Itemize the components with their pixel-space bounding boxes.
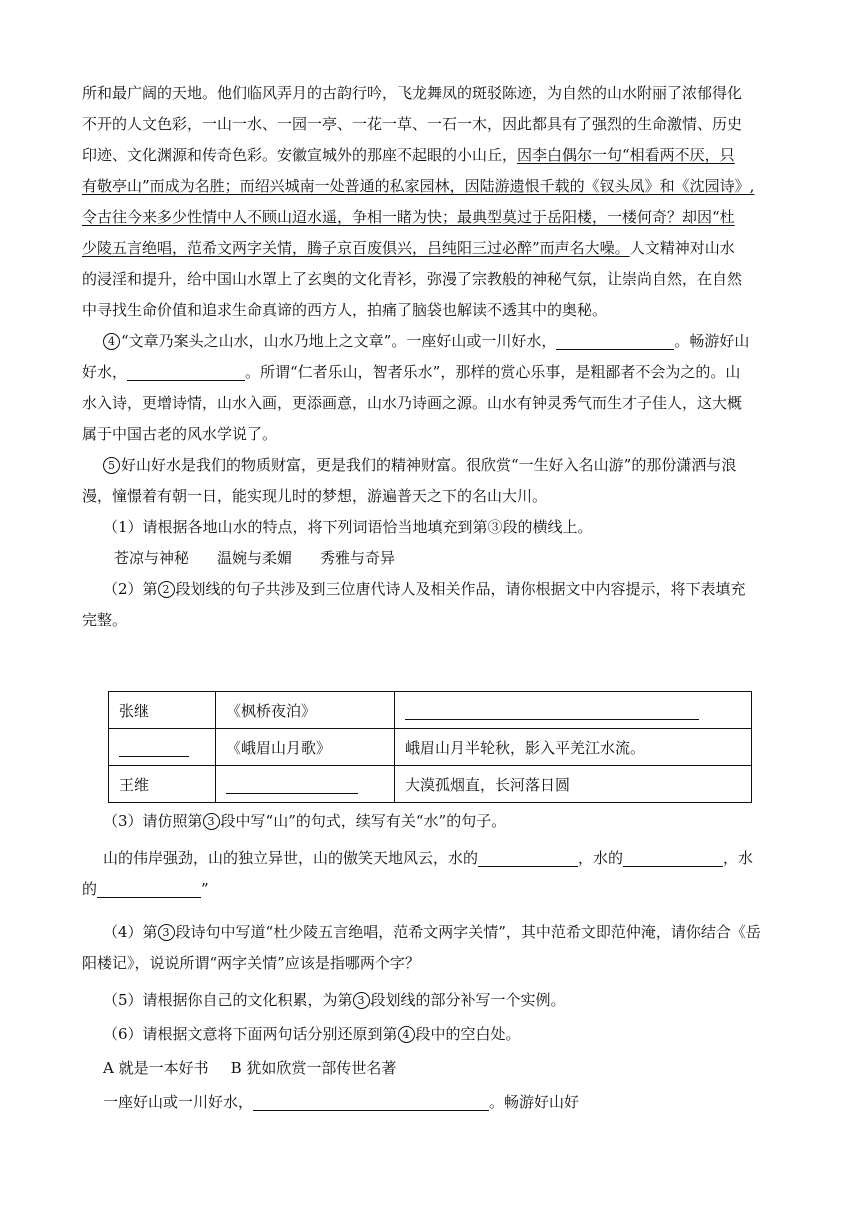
word-options <box>82 543 778 574</box>
q6-text: （6）请根据文意将下面两句话分别还原到第 <box>103 1025 398 1043</box>
answer-blank[interactable] <box>226 775 358 794</box>
q6-prompt <box>82 1087 782 1118</box>
answer-blank[interactable] <box>97 879 201 898</box>
p4-text: “文章乃案头之山水，山水乃地上之文章”。一座好山或一川好水， <box>121 332 557 350</box>
word-option: 秀雅与奇异 <box>320 549 396 567</box>
line-cell: 大漠孤烟直，长河落日圆 <box>395 766 752 803</box>
work-cell <box>216 766 395 803</box>
q6-text: 。畅游好山好 <box>489 1093 580 1111</box>
q3-text: 的 <box>82 880 98 898</box>
q3-text: ，水的 <box>578 849 624 867</box>
question-4 <box>82 917 782 948</box>
answer-blank[interactable] <box>623 848 723 867</box>
line-cell <box>395 692 752 729</box>
question-3 <box>82 806 782 837</box>
word-option: 苍凉与神秘 <box>114 549 190 567</box>
paragraph-number: 3 <box>353 992 370 1009</box>
question-5 <box>82 985 782 1016</box>
p3-line-8: 中寻找生命价值和追求生命真谛的西方人，拍痛了脑袋也解读不透其中的奥秘。 <box>82 301 608 319</box>
table-row <box>109 729 752 766</box>
p4-line-2 <box>82 357 778 388</box>
p3-line-2: 不开的人文色彩，一山一水、一园一亭、一花一草、一石一木，因此都具有了强烈的生命激情、历史 <box>82 115 743 133</box>
question-2 <box>82 574 778 605</box>
answer-blank[interactable] <box>119 738 189 757</box>
answer-blank[interactable] <box>405 701 699 720</box>
q6-options <box>82 1053 782 1084</box>
poet-cell: 王维 <box>109 766 216 803</box>
answer-blank[interactable] <box>478 848 578 867</box>
table-row <box>109 766 752 803</box>
p3-line-7: 的浸淫和提升，给中国山水罩上了玄奥的文化青衫，弥漫了宗教般的神秘气氛，让崇尚自然，在自然 <box>82 270 743 288</box>
q4-text: 段诗句中写道“杜少陵五言绝唱，范希文两字关情”，其中范希文即范仲淹，请你结合《岳 <box>175 923 761 941</box>
q3-prompt-cont <box>82 874 782 905</box>
poet-cell: 张继 <box>109 692 216 729</box>
underlined-sentence: 有敬亭山”而成为名胜；而绍兴城南一处普通的私家园林，因陆游遗恨千载的《钗头凤》和《沈园诗》, <box>82 177 755 195</box>
answer-blank[interactable] <box>127 362 245 381</box>
question-6 <box>82 1019 782 1050</box>
q3-text: ，水 <box>723 849 754 867</box>
q2-text: 段划线的句子共涉及到三位唐代诗人及相关作品，请你根据文中内容提示，将下表填充 <box>175 580 746 598</box>
underlined-sentence: 令古往今来多少性情中人不顾山迢水遥，争相一睹为快；最典型莫过于岳阳楼，一楼何奇？却因“杜 <box>82 208 735 226</box>
p4-line-3: 水入诗，更增诗情，山水入画，更添画意，山水乃诗画之源。山水有钟灵秀气而生才子佳人，这大概 <box>82 394 743 412</box>
q6-text: 一座好山或一川好水， <box>103 1093 254 1111</box>
q3-text: 段中写“山”的句式，续写有关“水”的句子。 <box>220 812 507 830</box>
q3-text: ” <box>201 880 209 898</box>
q3-prompt <box>82 843 782 874</box>
answer-blank[interactable] <box>556 331 674 350</box>
q5-text: 段划线的部分补写一个实例。 <box>370 991 566 1009</box>
paragraph-number: 2 <box>158 581 175 598</box>
p5-text: 好山好水是我们的物质财富，更是我们的精神财富。很欣赏“一生好入名山游”的那份潇洒与浪 <box>121 456 737 474</box>
p3-text: 人文精神对山水 <box>629 239 735 257</box>
line-cell: 峨眉山月半轮秋，影入平羌江水流。 <box>395 729 752 766</box>
underlined-sentence: 因李白偶尔一句“相看两不厌，只 <box>517 146 735 164</box>
q3-text: （3）请仿照第 <box>103 812 203 830</box>
p4-line-1 <box>82 326 778 357</box>
work-cell: 《枫桥夜泊》 <box>216 692 395 729</box>
question-2-cont: 完整。 <box>82 611 128 629</box>
answer-blank[interactable] <box>253 1092 489 1111</box>
passage <box>82 78 778 636</box>
p5-line-2: 漫，憧憬着有朝一日，能实现儿时的梦想，游遍普天之下的名山大川。 <box>82 487 548 505</box>
q4-text: （4）第 <box>103 923 158 941</box>
work-cell: 《峨眉山月歌》 <box>216 729 395 766</box>
p3-line-3 <box>82 140 778 171</box>
question-1: （1）请根据各地山水的特点，将下列词语恰当地填充到第③段的横线上。 <box>103 518 593 536</box>
p4-text: 。畅游好山 <box>674 332 750 350</box>
paragraph-number: 4 <box>398 1026 415 1043</box>
question-4-cont: 阳楼记》，说说所谓“两字关情”应该是指哪两个字？ <box>82 954 420 972</box>
paragraph-number: 5 <box>103 457 120 474</box>
q3-text: 山的伟岸强劲，山的独立异世，山的傲笑天地风云，水的 <box>103 849 479 867</box>
lower-section <box>82 806 782 1118</box>
p3-text: 印迹、文化渊源和传奇色彩。安徽宣城外的那座不起眼的小山丘， <box>82 146 518 164</box>
option-b: B 犹如欣赏一部传世名著 <box>230 1059 397 1077</box>
option-a: A 就是一本好书 <box>103 1059 209 1077</box>
q5-text: （5）请根据你自己的文化积累，为第 <box>103 991 353 1009</box>
p4-line-4: 属于中国古老的风水学说了。 <box>82 425 278 443</box>
paragraph-number: 3 <box>203 813 220 830</box>
q2-text: （2）第 <box>103 580 158 598</box>
poet-cell <box>109 729 216 766</box>
word-option: 温婉与柔媚 <box>217 549 293 567</box>
paragraph-number: 4 <box>103 333 120 350</box>
q6-text: 段中的空白处。 <box>415 1025 521 1043</box>
paragraph-number: 3 <box>158 924 175 941</box>
p4-text: 好水， <box>82 363 128 381</box>
table-row <box>109 692 752 729</box>
p3-line-6 <box>82 233 778 264</box>
p4-text: 。所谓“仁者乐山，智者乐水”，那样的赏心乐事，是粗鄙者不会为之的。山 <box>245 363 741 381</box>
p3-line-1: 所和最广阔的天地。他们临风弄月的古韵行吟，飞龙舞凤的斑驳陈迹，为自然的山水附丽了浓郁得化 <box>82 84 743 102</box>
underlined-sentence: 少陵五言绝唱，范希文两字关情，腾子京百废俱兴，吕纯阳三过必醉”而声名大噪。 <box>82 239 630 257</box>
p5-line-1 <box>82 450 778 481</box>
poet-table <box>108 691 752 803</box>
